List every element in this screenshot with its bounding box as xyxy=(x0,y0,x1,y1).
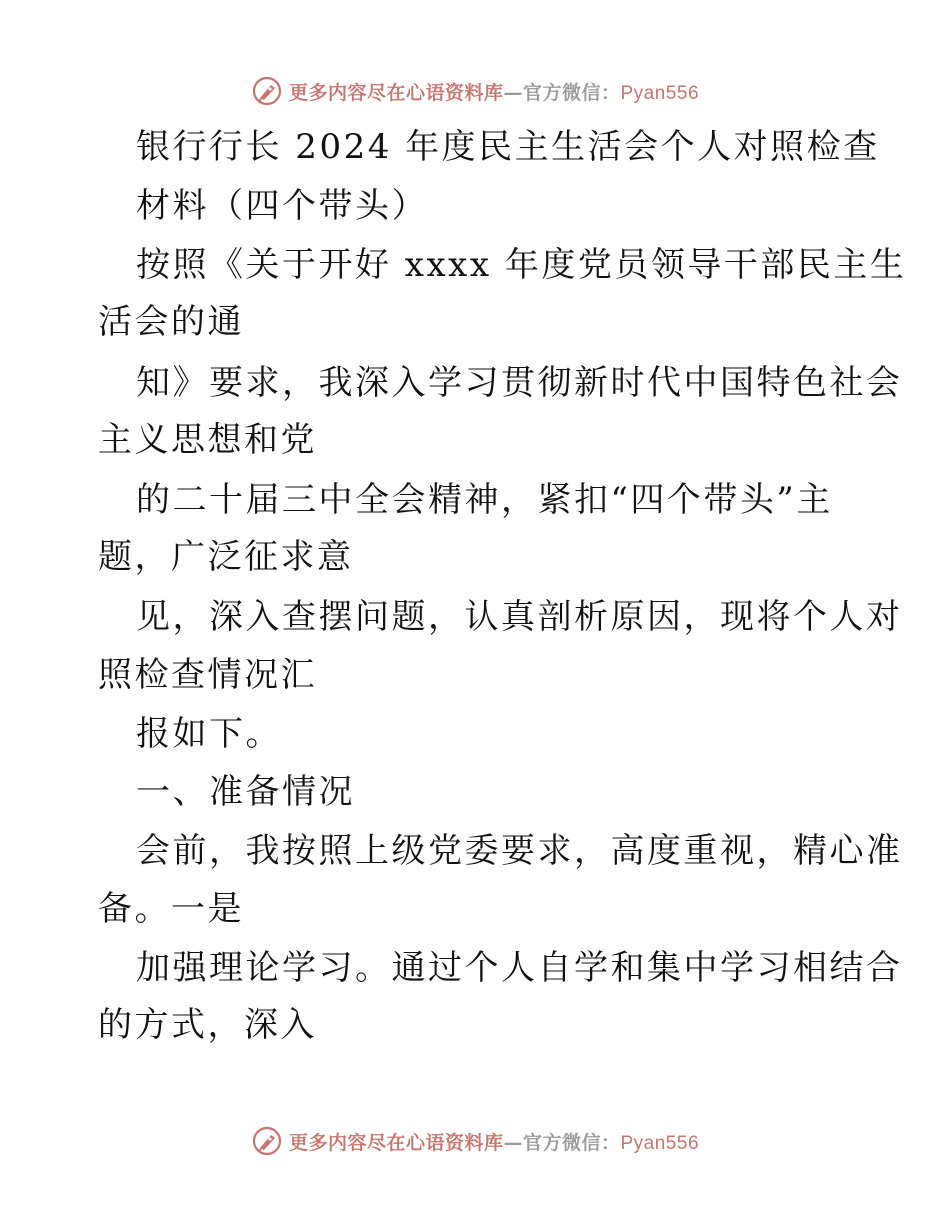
paragraph-line: 报如下。 xyxy=(136,714,282,754)
paragraph-line: 活会的通 xyxy=(98,302,244,342)
pen-nib-logo-icon xyxy=(251,1125,283,1157)
section-heading: 一、准备情况 xyxy=(136,772,355,812)
footer-watermark xyxy=(0,1121,950,1161)
paragraph-line: 会前，我按照上级党委要求，高度重视，精心准 xyxy=(136,831,903,871)
paragraph-line: 的二十届三中全会精神，紧扣“四个带头”主 xyxy=(136,480,833,520)
paragraph-line: 的方式，深入 xyxy=(98,1005,317,1045)
document-title-line-2: 材料（四个带头） xyxy=(136,186,428,226)
watermark-text: 更多内容尽在心语资料库—官方微信：Pyan556 xyxy=(288,81,700,104)
watermark-text: 更多内容尽在心语资料库—官方微信：Pyan556 xyxy=(288,1131,700,1154)
paragraph-line: 知》要求，我深入学习贯彻新时代中国特色社会 xyxy=(136,363,903,403)
pen-nib-logo-icon xyxy=(251,75,283,107)
paragraph-line: 备。一是 xyxy=(98,889,244,929)
paragraph-line: 照检查情况汇 xyxy=(98,655,317,695)
header-watermark xyxy=(0,71,950,111)
document-title-line-1: 银行行长 2024 年度民主生活会个人对照检查 xyxy=(136,127,880,167)
paragraph-line: 题，广泛征求意 xyxy=(98,537,354,577)
paragraph-line: 按照《关于开好 xxxx 年度党员领导干部民主生 xyxy=(136,245,907,285)
paragraph-line: 见，深入查摆问题，认真剖析原因，现将个人对 xyxy=(136,597,903,637)
paragraph-line: 主义思想和党 xyxy=(98,420,317,460)
paragraph-line: 加强理论学习。通过个人自学和集中学习相结合 xyxy=(136,948,903,988)
